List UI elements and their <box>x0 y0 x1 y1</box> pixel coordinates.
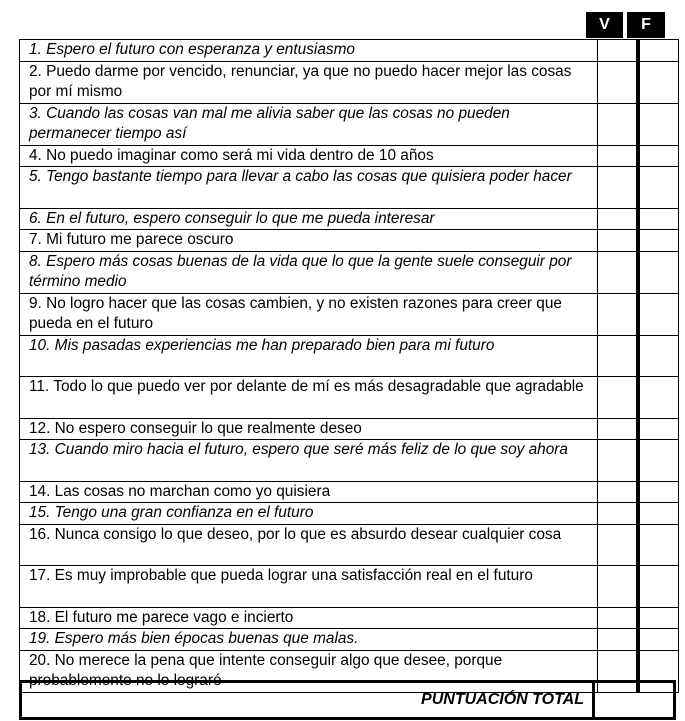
question-row <box>20 503 679 525</box>
question-text: 15. Tengo una gran confianza en el futuro <box>20 503 598 525</box>
answer-cell-f[interactable] <box>638 377 679 419</box>
answer-cell-v[interactable] <box>598 481 639 503</box>
question-text: 19. Espero más bien épocas buenas que malas. <box>20 629 598 651</box>
question-row <box>20 524 679 566</box>
answer-cell-v[interactable] <box>598 251 639 293</box>
answer-cell-f[interactable] <box>638 230 679 252</box>
question-row <box>20 607 679 629</box>
question-row <box>20 40 679 62</box>
answer-cell-v[interactable] <box>598 377 639 419</box>
question-text: 7. Mi futuro me parece oscuro <box>20 230 598 252</box>
question-text: 3. Cuando las cosas van mal me alivia saber que las cosas no pueden permanecer tiempo así <box>20 103 598 145</box>
answer-cell-f[interactable] <box>638 103 679 145</box>
question-text: 20. No merece la pena que intente conseguir algo que desee, porque probablemente no lo lograré <box>20 650 598 692</box>
answer-cell-v[interactable] <box>598 524 639 566</box>
answer-cell-f[interactable] <box>638 481 679 503</box>
answer-cell-v[interactable] <box>598 503 639 525</box>
question-text: 6. En el futuro, espero conseguir lo que me pueda interesar <box>20 208 598 230</box>
answer-cell-f[interactable] <box>638 251 679 293</box>
answer-cell-f[interactable] <box>638 335 679 377</box>
answer-cell-f[interactable] <box>638 440 679 482</box>
question-row <box>20 167 679 209</box>
answer-cell-f[interactable] <box>638 145 679 167</box>
question-row <box>20 481 679 503</box>
answer-cell-v[interactable] <box>598 61 639 103</box>
answer-cell-v[interactable] <box>598 167 639 209</box>
question-row <box>20 377 679 419</box>
question-text: 12. No espero conseguir lo que realmente deseo <box>20 418 598 440</box>
question-text: 18. El futuro me parece vago e incierto <box>20 607 598 629</box>
answer-cell-f[interactable] <box>638 208 679 230</box>
answer-cell-f[interactable] <box>638 524 679 566</box>
question-row <box>20 208 679 230</box>
answer-cell-v[interactable] <box>598 145 639 167</box>
question-row <box>20 251 679 293</box>
answer-cell-f[interactable] <box>638 167 679 209</box>
question-text: 8. Espero más cosas buenas de la vida que lo que la gente suele conseguir por término medio <box>20 251 598 293</box>
hopelessness-questionnaire-table <box>19 39 679 693</box>
answer-cell-v[interactable] <box>598 40 639 62</box>
question-row <box>20 145 679 167</box>
answer-column-headers <box>585 12 665 40</box>
answer-cell-f[interactable] <box>638 61 679 103</box>
question-row <box>20 61 679 103</box>
question-text: 16. Nunca consigo lo que deseo, por lo que es absurdo desear cualquier cosa <box>20 524 598 566</box>
column-header-f: F <box>627 12 665 38</box>
answer-cell-v[interactable] <box>598 293 639 335</box>
answer-cell-v[interactable] <box>598 440 639 482</box>
answer-cell-f[interactable] <box>638 40 679 62</box>
question-row <box>20 566 679 608</box>
answer-cell-v[interactable] <box>598 335 639 377</box>
question-text: 13. Cuando miro hacia el futuro, espero que seré más feliz de lo que soy ahora <box>20 440 598 482</box>
question-row <box>20 440 679 482</box>
answer-cell-f[interactable] <box>638 629 679 651</box>
question-text: 2. Puedo darme por vencido, renunciar, ya que no puedo hacer mejor las cosas por mí mismo <box>20 61 598 103</box>
answer-cell-v[interactable] <box>598 418 639 440</box>
answer-cell-v[interactable] <box>598 230 639 252</box>
question-text: 1. Espero el futuro con esperanza y entusiasmo <box>20 40 598 62</box>
column-header-v: V <box>586 12 623 38</box>
answer-cell-f[interactable] <box>638 566 679 608</box>
answer-cell-f[interactable] <box>638 293 679 335</box>
question-text: 11. Todo lo que puedo ver por delante de mí es más desagradable que agradable <box>20 377 598 419</box>
question-row <box>20 103 679 145</box>
question-text: 10. Mis pasadas experiencias me han preparado bien para mi futuro <box>20 335 598 377</box>
answer-cell-v[interactable] <box>598 566 639 608</box>
answer-cell-v[interactable] <box>598 607 639 629</box>
answer-cell-v[interactable] <box>598 103 639 145</box>
question-row <box>20 293 679 335</box>
answer-cell-v[interactable] <box>598 208 639 230</box>
answer-cell-f[interactable] <box>638 607 679 629</box>
total-score-row <box>19 680 676 720</box>
question-row <box>20 629 679 651</box>
answer-cell-f[interactable] <box>638 418 679 440</box>
question-text: 14. Las cosas no marchan como yo quisiera <box>20 481 598 503</box>
answer-cell-v[interactable] <box>598 629 639 651</box>
question-text: 17. Es muy improbable que pueda lograr una satisfacción real en el futuro <box>20 566 598 608</box>
answer-cell-f[interactable] <box>638 503 679 525</box>
question-text: 4. No puedo imaginar como será mi vida dentro de 10 años <box>20 145 598 167</box>
question-text: 9. No logro hacer que las cosas cambien, y no existen razones para creer que pueda en el futuro <box>20 293 598 335</box>
question-row <box>20 335 679 377</box>
question-row <box>20 418 679 440</box>
total-score-cell[interactable] <box>594 682 675 719</box>
question-text: 5. Tengo bastante tiempo para llevar a cabo las cosas que quisiera poder hacer <box>20 167 598 209</box>
question-row <box>20 230 679 252</box>
total-score-label: PUNTUACIÓN TOTAL <box>21 682 594 719</box>
